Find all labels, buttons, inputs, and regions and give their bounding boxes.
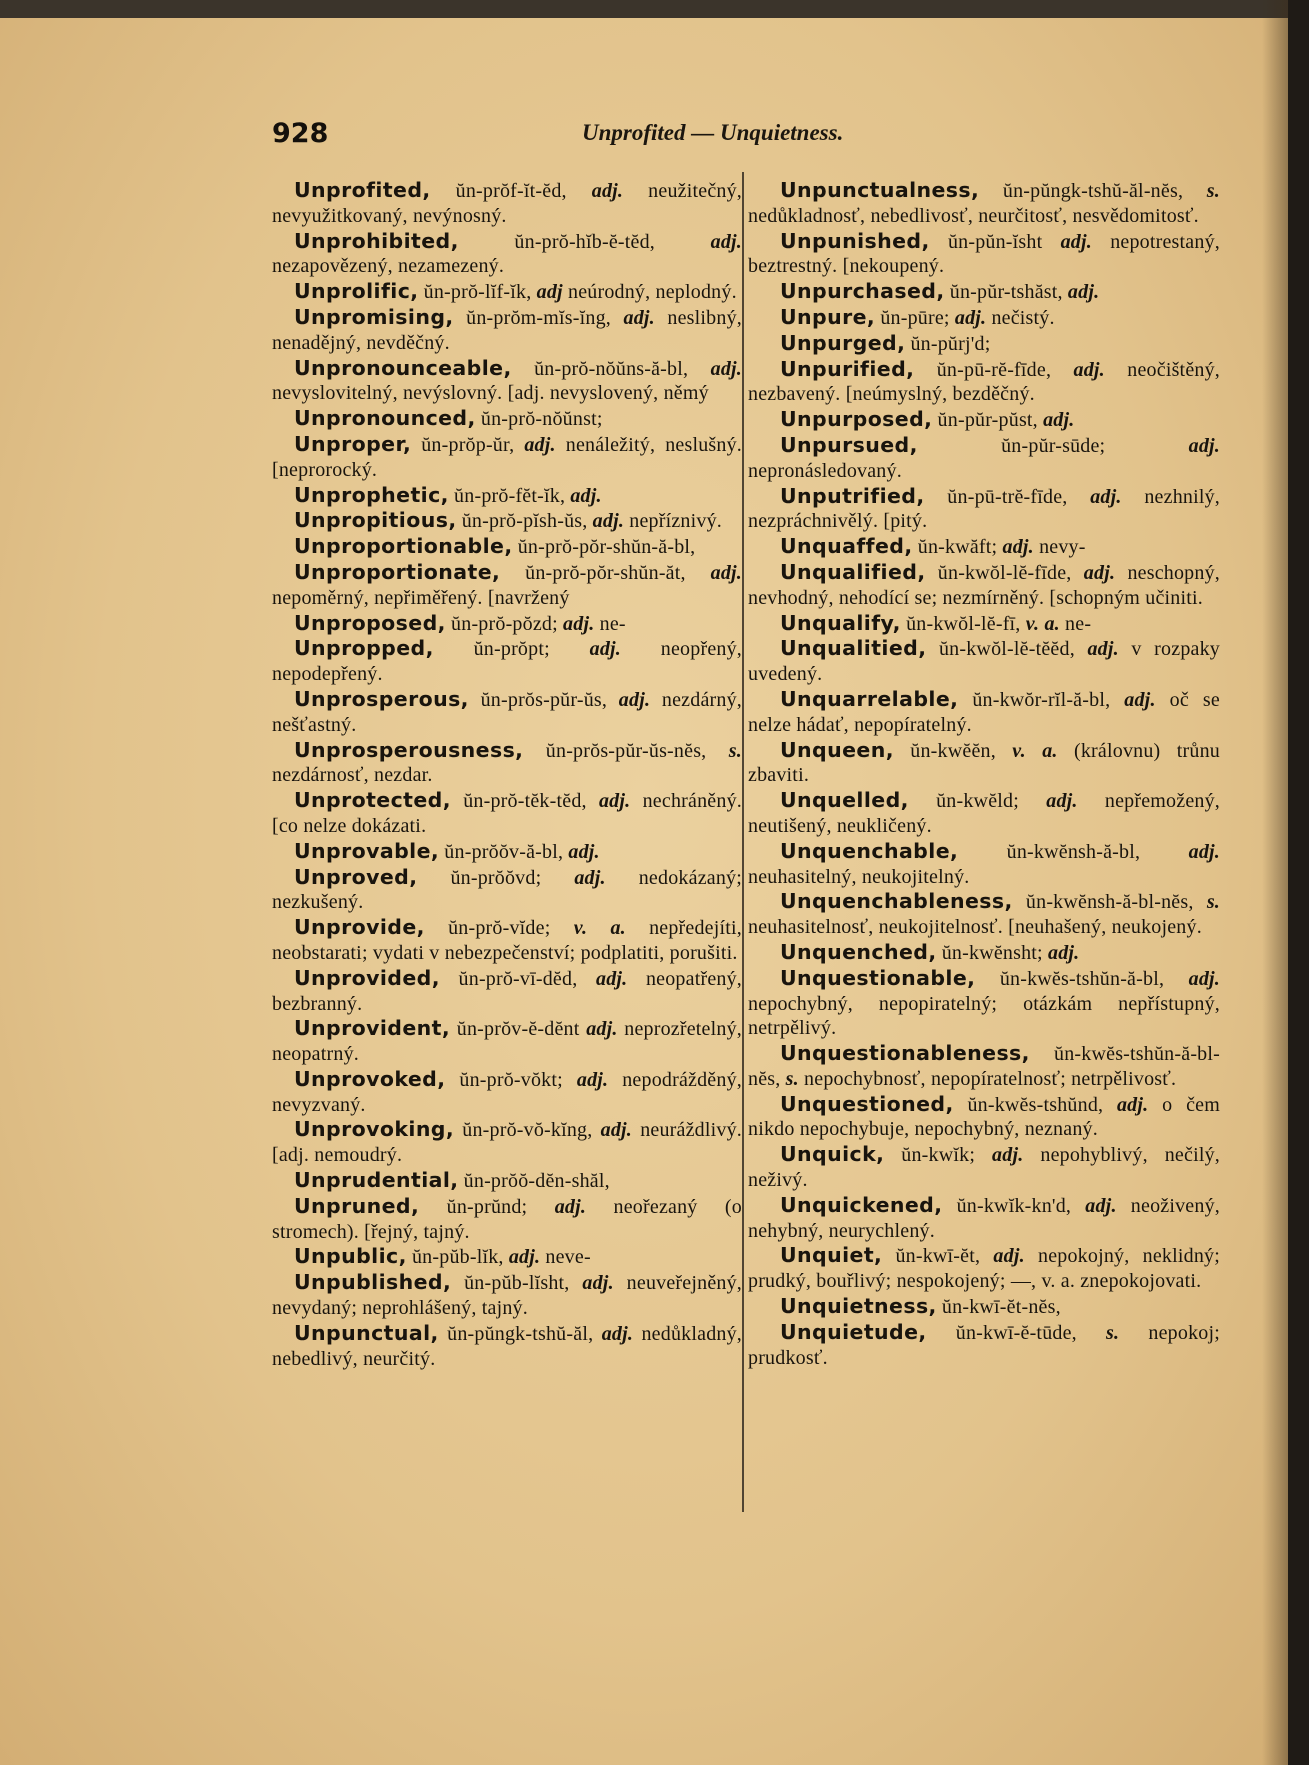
entry-definition: nepohyblivý, nečilý, neživý.	[748, 1144, 1220, 1192]
dictionary-entry	[748, 305, 1220, 331]
entry-pronunciation: ŭn-pŭrj'd;	[905, 332, 991, 355]
dictionary-entry	[272, 687, 742, 738]
entry-pronunciation: ŭn-prŏ-vī-dĕd,	[439, 967, 578, 990]
entry-definition: nepokoj; prudkosť.	[748, 1321, 1220, 1369]
entry-definition: ne-	[594, 612, 626, 635]
entry-pronunciation: ŭn-prŏv-ĕ-dĕnt	[450, 1018, 580, 1041]
entry-definition: nepředejíti, neobstarati; vydati v nebezpečenství; podplatiti, porušiti.	[272, 917, 742, 964]
entry-pronunciation: ŭn-prŏ-vĭde;	[424, 917, 551, 940]
entry-definition: nečistý.	[986, 306, 1055, 329]
dictionary-entry	[272, 1016, 742, 1067]
entry-part-of-speech: adj.	[997, 536, 1034, 559]
entry-pronunciation: ŭn-prŏ-nŏŭnst;	[475, 408, 603, 431]
dictionary-entry	[272, 1244, 742, 1270]
dictionary-entry	[748, 1142, 1220, 1193]
scan-border	[1288, 0, 1309, 1765]
dictionary-entry	[748, 433, 1220, 484]
entry-definition: neve-	[540, 1246, 591, 1269]
entry-definition: nepoměrný, nepřiměřený. [navržený	[272, 586, 570, 609]
entry-pronunciation: ŭn-pŭb-lĭk,	[406, 1246, 504, 1269]
entry-pronunciation: ŭn-kwī-ĕ-tūde,	[926, 1321, 1077, 1344]
entry-pronunciation: ŭn-kwŏr-rĭl-ă-bl,	[958, 688, 1111, 711]
entry-headword: Unprosperous,	[294, 686, 469, 711]
dictionary-entry	[272, 611, 742, 637]
dictionary-entry	[748, 966, 1220, 1041]
entry-headword: Unpurified,	[780, 356, 915, 381]
dictionary-entry	[748, 1092, 1220, 1143]
entry-pronunciation: ŭn-prŏf-ĭt-ĕd,	[430, 180, 567, 202]
dictionary-entry	[272, 738, 742, 789]
entry-part-of-speech: adj.	[565, 484, 602, 507]
entry-part-of-speech: v. a.	[1020, 612, 1060, 635]
dictionary-entry	[272, 406, 742, 432]
dictionary-entry	[272, 305, 742, 356]
entry-part-of-speech: adj.	[688, 357, 742, 380]
entry-part-of-speech: adj.	[1051, 358, 1105, 381]
dictionary-entry	[272, 865, 742, 916]
entry-headword: Unprophetic,	[294, 482, 449, 507]
dictionary-entry	[272, 1194, 742, 1245]
left-column	[272, 178, 742, 1371]
entry-definition: oč se nelze hádať, nepopíratelný.	[748, 688, 1220, 736]
entry-part-of-speech: adj.	[1164, 967, 1220, 990]
entry-part-of-speech: adj.	[975, 1144, 1024, 1167]
entry-part-of-speech: adj.	[1103, 1093, 1149, 1116]
entry-pronunciation: ŭn-prŏŏv-ă-bl,	[439, 840, 564, 863]
entry-part-of-speech: adj.	[1067, 485, 1122, 508]
page-fold-shadow	[1262, 0, 1288, 1765]
entry-pronunciation: ŭn-pŭngk-tshŭ-ăl-nĕs,	[979, 180, 1184, 202]
entry-headword: Unquarrelable,	[780, 686, 959, 711]
entry-headword: Unpublic,	[294, 1244, 407, 1269]
entry-pronunciation: ŭn-kwĕĕn,	[893, 739, 996, 762]
entry-pronunciation: ŭn-kwĭk;	[884, 1144, 976, 1167]
entry-definition: nepodrážděný, nevyzvaný.	[272, 1068, 742, 1116]
entry-part-of-speech: adj.	[586, 790, 631, 813]
dictionary-entry	[272, 279, 742, 305]
entry-pronunciation: ŭn-prŏŏ-dĕn-shăl,	[458, 1170, 610, 1193]
entry-pronunciation: ŭn-kwĕs-tshŭn-ă-bl-nĕs,	[748, 1043, 1220, 1090]
dictionary-entry	[748, 1041, 1220, 1092]
entry-definition: nepochybný, nepopiratelný; otázkám nepřístupný, netrpělivý.	[748, 992, 1220, 1040]
entry-part-of-speech: adj.	[685, 561, 742, 584]
dictionary-entry	[272, 1321, 742, 1372]
entry-definition: o čem nikdo nepochybuje, nepochybný, neznaný.	[748, 1093, 1220, 1141]
entry-pronunciation: ŭn-prŏ-fĕt-ĭk,	[448, 484, 566, 507]
entry-pronunciation: ŭn-pŭr-pŭst,	[932, 409, 1038, 432]
entry-part-of-speech: adj.	[607, 688, 651, 711]
entry-headword: Unprudential,	[294, 1168, 459, 1193]
entry-headword: Unquenched,	[780, 939, 937, 964]
entry-headword: Unprovoked,	[294, 1066, 446, 1091]
dictionary-entry	[272, 534, 742, 560]
entry-part-of-speech: s.	[780, 1067, 799, 1090]
entry-pronunciation: ŭn-prŏ-nŏŭns-ă-bl,	[511, 357, 689, 380]
entry-part-of-speech: adj.	[562, 1068, 609, 1091]
entry-part-of-speech: adj.	[514, 433, 556, 456]
entry-definition: nepřemožený, neutišený, neukličený.	[748, 790, 1221, 837]
dictionary-entry	[272, 839, 742, 865]
entry-part-of-speech: adj.	[1110, 688, 1156, 711]
entry-headword: Unpunctual,	[294, 1320, 439, 1345]
entry-part-of-speech: adj.	[1074, 638, 1119, 661]
entry-headword: Unqualified,	[780, 559, 926, 584]
dictionary-entry	[272, 1168, 742, 1194]
dictionary-entry	[748, 839, 1220, 890]
entry-part-of-speech: adj.	[593, 1322, 634, 1345]
entry-pronunciation: ŭn-kwĕld;	[908, 790, 1019, 813]
entry-pronunciation: ŭn-prŏ-pŏzd;	[445, 612, 558, 635]
entry-part-of-speech: adj.	[1140, 840, 1220, 863]
entry-pronunciation: ŭn-prŏ-pĭsh-ŭs,	[456, 510, 588, 533]
entry-part-of-speech: adj.	[1062, 281, 1100, 304]
entry-definition: nechráněný. [co nelze dokázati.	[272, 790, 742, 837]
entry-pronunciation: ŭn-kwĕnsh-ă-bl-nĕs,	[1012, 891, 1194, 914]
entry-part-of-speech: adj.	[1042, 941, 1080, 964]
entry-part-of-speech: adj.	[569, 1272, 614, 1295]
entry-pronunciation: ŭn-prŏ-lĭf-ĭk,	[418, 281, 532, 304]
entry-definition: nedokázaný; nezkušený.	[272, 866, 743, 914]
entry-definition: neuráždlivý. [adj. nemoudrý.	[272, 1119, 742, 1167]
dictionary-entry	[748, 687, 1220, 738]
entry-pronunciation: ŭn-prŏŏvd;	[417, 866, 542, 889]
dictionary-entry	[748, 407, 1220, 433]
entry-part-of-speech: adj.	[949, 306, 987, 329]
entry-pronunciation: ŭn-kwĕs-tshŭnd,	[953, 1093, 1104, 1116]
entry-definition: neočištěný, nezbavený. [neúmyslný, bezděčný.	[748, 358, 1220, 406]
entry-part-of-speech: adj.	[1071, 561, 1116, 584]
entry-headword: Unprolific,	[294, 279, 419, 304]
entry-pronunciation: ŭn-pŭb-lĭsht,	[451, 1272, 570, 1295]
running-head: Unprofited — Unquietness.	[582, 120, 844, 145]
entry-definition: nepokojný, neklidný; prudký, bouřlivý; nespokojený; —, v. a. znepokojovati.	[748, 1245, 1220, 1293]
entry-pronunciation: ŭn-pū-rĕ-fīde,	[914, 358, 1052, 381]
entry-definition: nezhnilý, nezpráchnivělý. [pitý.	[748, 485, 1221, 533]
entry-part-of-speech: adj.	[541, 866, 606, 889]
entry-headword: Unquietness,	[780, 1294, 937, 1319]
entry-headword: Unpurchased,	[780, 279, 945, 304]
dictionary-entry	[748, 279, 1220, 305]
entry-part-of-speech: adj	[531, 281, 563, 304]
entry-headword: Unpublished,	[294, 1270, 452, 1295]
entry-pronunciation: ŭn-kwăft;	[912, 536, 998, 559]
entry-headword: Unpunished,	[780, 228, 930, 253]
dictionary-entry	[272, 636, 742, 687]
entry-pronunciation: ŭn-kwŏl-lĕ-fīde,	[925, 561, 1072, 584]
entry-definition: neschopný, nevhodný, nehodící se; nezmírněný. [schopným učiniti.	[748, 561, 1220, 609]
entry-headword: Unprovident,	[294, 1016, 451, 1041]
entry-definition: neopřený, nepodepřený.	[272, 638, 742, 686]
right-column	[748, 178, 1220, 1370]
entry-headword: Unprovide,	[294, 915, 425, 940]
entry-part-of-speech: adj.	[1019, 790, 1078, 813]
dictionary-entry	[748, 357, 1220, 408]
entry-headword: Unproposed,	[294, 610, 446, 635]
dictionary-entry	[748, 560, 1220, 611]
entry-part-of-speech: adj.	[1042, 230, 1092, 253]
entry-definition: (královnu) trůnu zbaviti.	[748, 739, 1220, 787]
entry-part-of-speech: v. a.	[550, 917, 626, 940]
entry-part-of-speech: adj.	[592, 1119, 633, 1142]
entry-headword: Unpurposed,	[780, 407, 933, 432]
entry-pronunciation: ŭn-kwĕnsh-ă-bl,	[958, 840, 1141, 863]
entry-headword: Unpursued,	[780, 432, 918, 457]
dictionary-entry	[272, 229, 742, 280]
entry-headword: Unquaffed,	[780, 534, 913, 559]
entry-part-of-speech: adj.	[503, 1246, 541, 1269]
entry-part-of-speech: s.	[1183, 180, 1220, 202]
entry-pronunciation: ŭn-prŏ-tĕk-tĕd,	[450, 790, 587, 813]
entry-definition: nedůkladnosť, nebedlivosť, neurčitosť, nesvědomitosť.	[748, 204, 1199, 227]
dictionary-entry	[748, 1320, 1220, 1371]
entry-definition: nezdárnosť, nezdar.	[272, 764, 433, 787]
entry-pronunciation: ŭn-prŏ-vŏkt;	[445, 1068, 563, 1091]
dictionary-entry	[272, 1117, 742, 1168]
entry-headword: Unprohibited,	[294, 228, 459, 253]
entry-part-of-speech: adj.	[1037, 409, 1075, 432]
entry-part-of-speech: s.	[706, 739, 742, 762]
column-divider	[742, 172, 744, 1512]
dictionary-entry	[272, 1270, 742, 1321]
entry-part-of-speech: adj.	[577, 967, 628, 990]
entry-definition: neuhasitelnosť, neukojitelnosť. [neuhašený, neukojený.	[748, 916, 1202, 939]
entry-pronunciation: ŭn-prŭnd;	[419, 1195, 528, 1218]
entry-definition: nepochybnosť, nepopíratelnosť; netrpělivosť.	[798, 1067, 1177, 1090]
entry-definition: nedůkladný, nebedlivý, neurčitý.	[272, 1322, 742, 1370]
entry-headword: Unqueen,	[780, 737, 894, 762]
entry-definition: neuhasitelný, neukojitelný.	[748, 865, 970, 888]
entry-headword: Unproportionable,	[294, 534, 513, 559]
dictionary-entry	[748, 484, 1220, 535]
dictionary-entry	[272, 966, 742, 1017]
entry-part-of-speech: v. a.	[995, 739, 1058, 762]
entry-headword: Unputrified,	[780, 483, 925, 508]
dictionary-entry	[748, 178, 1220, 229]
entry-definition: neoživený, nehybný, neurychlený.	[748, 1194, 1220, 1242]
entry-headword: Unprotected,	[294, 788, 451, 813]
entry-pronunciation: ŭn-kwī-ĕt,	[882, 1245, 981, 1268]
entry-headword: Unquestionableness,	[780, 1041, 1030, 1066]
entry-headword: Unprosperousness,	[294, 737, 524, 762]
dictionary-entry	[748, 611, 1220, 637]
entry-headword: Unpromising,	[294, 304, 454, 329]
entry-headword: Unpure,	[780, 304, 876, 329]
entry-pronunciation: ŭn-kwŏl-lĕ-fī,	[900, 612, 1021, 635]
entry-part-of-speech: adj.	[579, 1018, 618, 1041]
entry-definition: nezdárný, nešťastný.	[272, 688, 742, 736]
entry-definition: nenáležitý, neslušný. [neprorocký.	[272, 433, 742, 481]
dictionary-entry	[748, 331, 1220, 357]
entry-pronunciation: ŭn-prŏ-pŏr-shŭn-ăt,	[500, 561, 686, 584]
entry-part-of-speech: adj.	[610, 306, 655, 329]
entry-headword: Unquelled,	[780, 788, 909, 813]
entry-part-of-speech: adj.	[1071, 1194, 1117, 1217]
entry-headword: Unquick,	[780, 1142, 885, 1167]
entry-headword: Unqualify,	[780, 610, 901, 635]
entry-headword: Unquickened,	[780, 1192, 943, 1217]
entry-pronunciation: ŭn-prŏ-hĭb-ĕ-tĕd,	[458, 230, 655, 253]
entry-headword: Unproved,	[294, 864, 418, 889]
top-scan-edge	[0, 0, 1288, 18]
entry-pronunciation: ŭn-kwĭk-kn'd,	[942, 1194, 1072, 1217]
entry-definition: neořezaný (o stromech). [řejný, tajný.	[272, 1195, 742, 1243]
entry-headword: Unquestioned,	[780, 1091, 954, 1116]
entry-headword: Unpunctualness,	[780, 178, 980, 202]
dictionary-entry	[748, 534, 1220, 560]
entry-headword: Unprofited,	[294, 178, 431, 202]
entry-pronunciation: ŭn-kwĕs-tshŭn-ă-bl,	[975, 967, 1165, 990]
entry-definition: nepotrestaný, beztrestný. [nekoupený.	[748, 230, 1220, 278]
entry-part-of-speech: adj.	[557, 612, 595, 635]
dictionary-entry	[748, 1193, 1220, 1244]
entry-pronunciation: ŭn-kwī-ĕt-nĕs,	[936, 1296, 1061, 1319]
entry-part-of-speech: adj.	[563, 840, 600, 863]
entry-pronunciation: ŭn-prŏs-pŭr-ŭs-nĕs,	[523, 739, 707, 762]
entry-headword: Unpronounced,	[294, 406, 476, 431]
dictionary-entry	[272, 560, 742, 611]
entry-headword: Unquenchable,	[780, 838, 959, 863]
entry-definition: neužitečný, nevyužitkovaný, nevýnosný.	[272, 180, 742, 227]
entry-pronunciation: ŭn-prŏm-mĭs-ĭng,	[453, 306, 611, 329]
dictionary-entry	[748, 738, 1220, 789]
entry-pronunciation: ŭn-pŭngk-tshŭ-ăl,	[438, 1322, 594, 1345]
entry-pronunciation: ŭn-pū-trĕ-fīde,	[924, 485, 1068, 508]
dictionary-entry	[272, 508, 742, 534]
entry-headword: Unprovided,	[294, 965, 440, 990]
entry-headword: Unpropped,	[294, 636, 434, 661]
entry-definition: neprozřetelný, neopatrný.	[272, 1018, 742, 1066]
dictionary-entry	[272, 788, 742, 839]
entry-definition: neslibný, nenadějný, nevděčný.	[272, 306, 742, 354]
dictionary-entry	[748, 229, 1220, 280]
entry-headword: Unproportionate,	[294, 559, 501, 584]
entry-headword: Unprovoking,	[294, 1117, 455, 1142]
dictionary-entry	[272, 178, 742, 229]
entry-part-of-speech: adj.	[566, 180, 624, 202]
entry-part-of-speech: s.	[1193, 891, 1221, 914]
entry-pronunciation: ŭn-prŏ-pŏr-shŭn-ă-bl,	[512, 536, 696, 559]
entry-pronunciation: ŭn-prŏ-vŏ-kĭng,	[454, 1119, 593, 1142]
entry-headword: Unquietude,	[780, 1319, 927, 1344]
entry-headword: Unquiet,	[780, 1243, 883, 1268]
dictionary-entry	[272, 356, 742, 407]
entry-part-of-speech: adj.	[980, 1245, 1025, 1268]
entry-definition: v rozpaky uvedený.	[748, 638, 1220, 686]
entry-pronunciation: ŭn-kwĕnsht;	[936, 941, 1043, 964]
entry-headword: Unpropitious,	[294, 508, 457, 533]
entry-definition: nevy-	[1033, 536, 1086, 559]
entry-pronunciation: ŭn-pŭr-tshăst,	[944, 281, 1063, 304]
dictionary-entry	[748, 940, 1220, 966]
entry-definition: nezapovězený, nezamezený.	[272, 255, 505, 278]
dictionary-entry	[272, 483, 742, 509]
page-number: 928	[272, 118, 329, 149]
dictionary-entry	[272, 1067, 742, 1118]
entry-headword: Unquenchableness,	[780, 889, 1013, 914]
dictionary-entry	[748, 1243, 1220, 1294]
entry-headword: Unpronounceable,	[294, 355, 512, 380]
entry-pronunciation: ŭn-prŏs-pŭr-ŭs,	[468, 688, 608, 711]
entry-part-of-speech: adj.	[527, 1195, 587, 1218]
entry-definition: nevyslovitelný, nevýslovný. [adj. nevyslovený, němý	[272, 382, 709, 405]
entry-definition: neuveřejněný, nevydaný; neprohlášený, tajný.	[272, 1272, 742, 1320]
entry-definition: neúrodný, neplodný.	[562, 281, 737, 304]
dictionary-entry	[748, 788, 1220, 839]
entry-pronunciation: ŭn-pŭr-sūde;	[917, 434, 1106, 457]
dictionary-entry	[272, 915, 742, 966]
entry-part-of-speech: adj.	[549, 638, 621, 661]
entry-definition: neopatřený, bezbranný.	[272, 967, 743, 1015]
entry-pronunciation: ŭn-pūre;	[875, 306, 950, 329]
entry-headword: Unpruned,	[294, 1193, 420, 1218]
entry-part-of-speech: adj.	[587, 510, 625, 533]
entry-part-of-speech: adj.	[655, 230, 742, 253]
entry-part-of-speech: s.	[1076, 1321, 1120, 1344]
dictionary-entry	[748, 636, 1220, 687]
entry-pronunciation: ŭn-pŭn-ĭsht	[929, 230, 1043, 253]
entry-pronunciation: ŭn-prŏpt;	[433, 638, 550, 661]
entry-definition: nepříznivý.	[624, 510, 722, 533]
entry-pronunciation: ŭn-kwŏl-lĕ-tĕĕd,	[926, 638, 1075, 661]
entry-headword: Unquestionable,	[780, 965, 976, 990]
dictionary-entry	[748, 1294, 1220, 1320]
entry-headword: Unprovable,	[294, 838, 440, 863]
entry-pronunciation: ŭn-prŏp-ŭr,	[411, 433, 515, 456]
dictionary-entry	[272, 432, 742, 483]
page-header	[272, 118, 1052, 158]
entry-headword: Unqualitied,	[780, 636, 927, 661]
entry-headword: Unproper,	[294, 431, 412, 456]
entry-definition: ne-	[1059, 612, 1092, 635]
entry-definition: nepronásledovaný.	[748, 459, 902, 482]
entry-part-of-speech: adj.	[1105, 434, 1220, 457]
entry-headword: Unpurged,	[780, 330, 906, 355]
dictionary-entry	[748, 889, 1220, 940]
